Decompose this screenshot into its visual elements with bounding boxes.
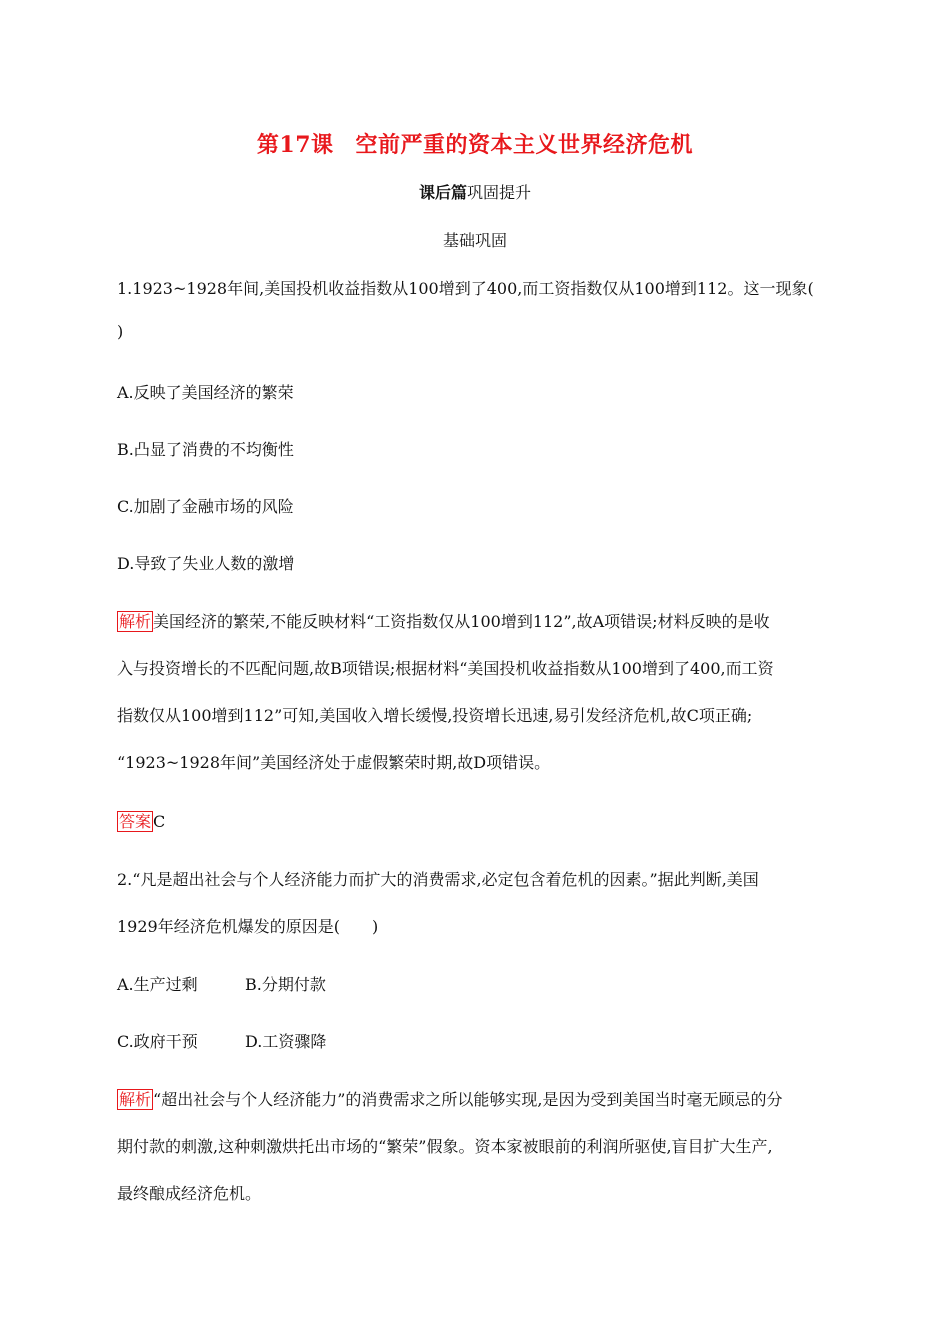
q1-analysis-line2: 入与投资增长的不匹配问题,故B项错误;根据材料“美国投机收益指数从100增到了400,而工资 [117, 659, 774, 678]
answer-tag: 答案 [119, 812, 152, 831]
q1-stem-line1: 1.1923~1928年间,美国投机收益指数从100增到了400,而工资指数仅从100增到112。这一现象( [117, 279, 814, 298]
analysis-tag: 解析 [119, 612, 152, 631]
lesson-name: 空前严重的资本主义世界经济危机 [355, 132, 694, 158]
q2-option-a: A.生产过剩 [117, 975, 198, 994]
q1-option-a: A.反映了美国经济的繁荣 [117, 383, 294, 402]
q2-stem-line2: 1929年经济危机爆发的原因是( ) [117, 917, 379, 936]
q2-analysis-line1 [117, 1087, 837, 1110]
q2-option-b: B.分期付款 [245, 975, 326, 994]
subtitle-rest: 巩固提升 [467, 183, 532, 202]
q1-analysis-text1: 美国经济的繁荣,不能反映材料“工资指数仅从100增到112”,故A项错误;材料反映的是收 [153, 612, 770, 631]
analysis-tag: 解析 [119, 1090, 152, 1109]
q1-option-c: C.加剧了金融市场的风险 [117, 497, 294, 516]
q1-analysis-line4: “1923~1928年间”美国经济处于虚假繁荣时期,故D项错误。 [117, 753, 551, 772]
q2-analysis-text1: “超出社会与个人经济能力”的消费需求之所以能够实现,是因为受到美国当时毫无顾忌的分 [153, 1090, 783, 1109]
q2-options-row1 [117, 972, 837, 995]
q2-options-row2 [117, 1029, 837, 1052]
q2-option-d: D.工资骤降 [245, 1032, 327, 1051]
q1-analysis-line1 [117, 609, 837, 632]
q1-option-b: B.凸显了消费的不均衡性 [117, 440, 294, 459]
lesson-number: 第17课 [256, 132, 334, 158]
q2-option-c: C.政府干预 [117, 1032, 198, 1051]
q1-answer [117, 809, 837, 832]
subtitle-bold: 课后篇 [418, 183, 467, 202]
q1-analysis-line3: 指数仅从100增到112”可知,美国收入增长缓慢,投资增长迅速,易引发经济危机,故C项正确; [117, 706, 753, 725]
subtitle [0, 180, 950, 203]
q1-answer-value: C [153, 812, 166, 831]
lesson-title [0, 128, 950, 159]
q1-option-d: D.导致了失业人数的激增 [117, 554, 295, 573]
section-heading: 基础巩固 [442, 231, 507, 250]
q1-stem-line2: ) [117, 322, 124, 341]
q2-analysis-line3: 最终酿成经济危机。 [117, 1184, 262, 1203]
q2-stem-line1: 2.“凡是超出社会与个人经济能力而扩大的消费需求,必定包含着危机的因素。”据此判断,美国 [117, 870, 759, 889]
q2-analysis-line2: 期付款的刺激,这种刺激烘托出市场的“繁荣”假象。资本家被眼前的利润所驱使,盲目扩大生产, [117, 1137, 773, 1156]
